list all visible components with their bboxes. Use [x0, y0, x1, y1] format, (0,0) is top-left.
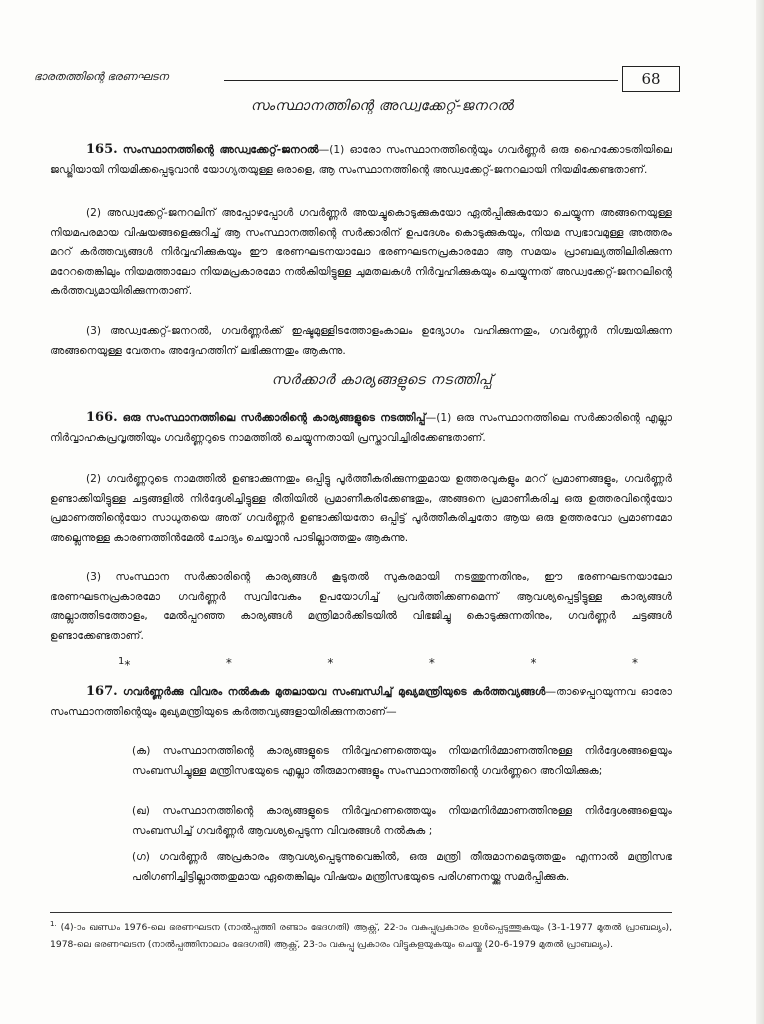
header-rule: [224, 80, 618, 81]
lead-text: —താഴെപ്പറയുന്നവ ഓരോ സംസ്ഥാനത്തിന്റെയും മുഖ്യമന്ത്രിയുടെ കർത്തവ്യങ്ങളായിരിക്കുന്നതാണ്—: [50, 686, 672, 718]
article-number: 167.: [86, 684, 118, 699]
running-title: ഭാരതത്തിന്റെ ഭരണഘടന: [34, 70, 169, 83]
clause-text: —(1) ഓരോ സംസ്ഥാനത്തിന്റെയും ഗവർണ്ണർ ഒരു ഹൈക്കോടതിയിലെ ജഡ്ജിയായി നിയമിക്കപ്പെടുവാൻ യോഗ്യതയുള്ള ഒരാളെ, ആ സംസ്ഥാനത്തിന്റെ അഡ്വക്കേറ്റ്-ജനറലായി നിയമിക്കേണ്ടതാണ്.: [50, 144, 672, 176]
marginal-heading: സംസ്ഥാനത്തിന്റെ അഡ്വക്കേറ്റ്-ജനറൽ: [122, 144, 319, 156]
running-header: [34, 66, 680, 92]
article-166-clause-2: (2) ഗവർണ്ണറുടെ നാമത്തിൽ ഉണ്ടാക്കുന്നതും ഒപ്പിട്ടു പൂർത്തീകരിക്കുന്നതുമായ ഉത്തരവുകളും മററ് പ്രമാണങ്ങളും, ഗവർണ്ണർ ഉണ്ടാക്കിയിട്ടുള്ള ചട്ടങ്ങളിൽ നിർദ്ദേശിച്ചിട്ടുള്ള രീതിയിൽ പ്രമാണീകരിക്കേണ്ടതും, അങ്ങനെ പ്രമാണീകരിച്ച ഒരു ഉത്തരവിന്റെയോ പ്രമാണത്തിന്റെയോ സാധുതയെ അത് ഗവർണ്ണർ ഉണ്ടാക്കിയതോ ഒപ്പിട്ട് പൂർത്തീകരിച്ചതോ ആയ ഒരു ഉത്തരവോ പ്രമാണമോ അല്ലെന്നുള്ള കാരണത്തിൻമേൽ ചോദ്യം ചെയ്യാൻ പാടില്ലാത്തതും ആകുന്നു.: [50, 473, 672, 544]
article-167-clause-a: (ക) സംസ്ഥാനത്തിന്റെ കാര്യങ്ങളുടെ നിർവ്വഹണത്തെയും നിയമനിർമ്മാണത്തിനുള്ള നിർദ്ദേശങ്ങളെയും സംബന്ധിച്ചുള്ള മന്ത്രിസഭയുടെ എല്ലാ തീരുമാനങ്ങളും സംസ്ഥാനത്തിന്റെ ഗവർണ്ണറെ അറിയിക്കുക;: [132, 745, 672, 777]
star: *: [530, 656, 537, 670]
omission-stars: [118, 656, 638, 670]
article-number: 165.: [86, 142, 118, 157]
footnote-marker: 1.: [50, 920, 57, 928]
marginal-heading: ഗവർണ്ണർക്കു വിവരം നൽകുക മുതലായവ സംബന്ധിച്ച് മുഖ്യമന്ത്രിയുടെ കർത്തവ്യങ്ങൾ: [122, 686, 546, 698]
star: *: [631, 656, 638, 670]
footnote-marker: $^1$*: [118, 656, 131, 672]
article-165-clause-3: (3) അഡ്വക്കേറ്റ്-ജനറൽ, ഗവർണ്ണർക്ക് ഇഷ്ടമുള്ളിടത്തോളംകാലം ഉദ്യോഗം വഹിക്കുന്നതും, ഗവർണ്ണർ നിശ്ചയിക്കുന്ന അങ്ങനെയുള്ള വേതനം അദ്ദേഹത്തിന് ലഭിക്കുന്നതും ആകുന്നു.: [50, 325, 672, 357]
article-166-clause-1: [50, 408, 672, 448]
article-165-clause-1: [50, 140, 672, 180]
article-165-clause-2: (2) അഡ്വക്കേറ്റ്-ജനറലിന് അപ്പോഴപ്പോൾ ഗവർണ്ണർ അയച്ചുകൊടുക്കുകയോ ഏൽപ്പിക്കുകയോ ചെയ്യുന്ന അങ്ങനെയുള്ള നിയമപരമായ വിഷയങ്ങളെക്കുറിച്ച് ആ സംസ്ഥാനത്തിന്റെ സർക്കാരിന് ഉപദേശം കൊടുക്കുകയും, നിയമ സ്വഭാവമുള്ള അത്തരം മററ് കർത്തവ്യങ്ങൾ നിർവ്വഹിക്കുകയും ഈ ഭരണഘടനയാലോ ഭരണഘടനപ്രകാരമോ ആ സമയം പ്രാബല്യത്തിലിരിക്കുന്ന മറേറതെങ്കിലും നിയമത്താലോ നിയമപ്രകാരമോ നൽകിയിട്ടുള്ള ചുമതലകൾ നിർവ്വഹിക്കുകയും ചെയ്യുന്നത് അഡ്വക്കേറ്റ്-ജനറലിന്റെ കർത്തവ്യമായിരിക്കുന്നതാണ്.: [50, 207, 672, 297]
clause-text: —(1) ഒരു സംസ്ഥാനത്തിലെ സർക്കാരിന്റെ എല്ലാ നിർവ്വാഹകപ്രവൃത്തിയും ഗവർണ്ണറുടെ നാമത്തിൽ ചെയ്യുന്നതായി പ്രസ്താവിച്ചിരിക്കേണ്ടതാണ്.: [50, 412, 672, 444]
footnote-rule: [50, 912, 672, 913]
star: *: [428, 656, 435, 670]
section-heading-conduct-of-business: സർക്കാർ കാര്യങ്ങളുടെ നടത്തിപ്പ്: [271, 372, 493, 388]
section-heading-advocate-general: സംസ്ഥാനത്തിന്റെ അഡ്വക്കേറ്റ്-ജനറൽ: [250, 98, 514, 114]
marginal-heading: ഒരു സംസ്ഥാനത്തിലെ സർക്കാരിന്റെ കാര്യങ്ങളുടെ നടത്തിപ്പ്: [122, 412, 426, 424]
article-number: 166.: [86, 410, 118, 425]
star: *: [225, 656, 232, 670]
article-167-clause-c: (ഗ) ഗവർണ്ണർ അപ്രകാരം ആവശ്യപ്പെടുന്നുവെങ്കിൽ, ഒരു മന്ത്രി തീരുമാനമെടുത്തതും എന്നാൽ മന്ത്രിസഭ പരിഗണിച്ചിട്ടില്ലാത്തതുമായ ഏതെങ്കിലും വിഷയം മന്ത്രിസഭയുടെ പരിഗണനയ്ക്കു സമർപ്പിക്കുക.: [132, 851, 672, 883]
star: *: [327, 656, 334, 670]
article-167-lead: [50, 682, 672, 722]
footnote: [50, 916, 672, 953]
page-number: 68: [622, 66, 680, 92]
page-edge: [756, 0, 764, 1024]
footnote-text: (4)-ാം ഖണ്ഡം 1976-ലെ ഭരണഘടന (നാൽപ്പത്തി രണ്ടാം ഭേദഗതി) ആക്റ്റ്, 22-ാം വകുപ്പുപ്രകാരം ഉൾപ്പെടുത്തുകയും (3-1-1977 മുതൽ പ്രാബല്യം), 1978-ലെ ഭരണഘടന (നാൽപ്പത്തിനാലാം ഭേദഗതി) ആക്റ്റ്, 23-ാം വകുപ്പു പ്രകാരം വിട്ടുകളയുകയും ചെയ്തു (20-6-1979 മുതൽ പ്രാബല്യം).: [50, 922, 672, 951]
article-167-clause-b: (ഖ) സംസ്ഥാനത്തിന്റെ കാര്യങ്ങളുടെ നിർവ്വഹണത്തെയും നിയമനിർമ്മാണത്തിനുള്ള നിർദ്ദേശങ്ങളെയും സംബന്ധിച്ച് ഗവർണ്ണർ ആവശ്യപ്പെടുന്ന വിവരങ്ങൾ നൽകുക ;: [132, 805, 672, 837]
article-166-clause-3: (3) സംസ്ഥാന സർക്കാരിന്റെ കാര്യങ്ങൾ കൂടുതൽ സുകരമായി നടത്തുന്നതിനും, ഈ ഭരണഘടനയാലോ ഭരണഘടനപ്രകാരമോ ഗവർണ്ണർ സ്വവിവേകം ഉപയോഗിച്ച് പ്രവർത്തിക്കണമെന്ന് ആവശ്യപ്പെട്ടിട്ടുള്ള കാര്യങ്ങൾ അല്ലാത്തിടത്തോളം, മേൽപ്പറഞ്ഞ കാര്യങ്ങൾ മന്ത്രിമാർക്കിടയിൽ വിഭജിച്ചു കൊടുക്കുന്നതിനും, ഗവർണ്ണർ ചട്ടങ്ങൾ ഉണ്ടാക്കേണ്ടതാണ്.: [50, 571, 672, 642]
